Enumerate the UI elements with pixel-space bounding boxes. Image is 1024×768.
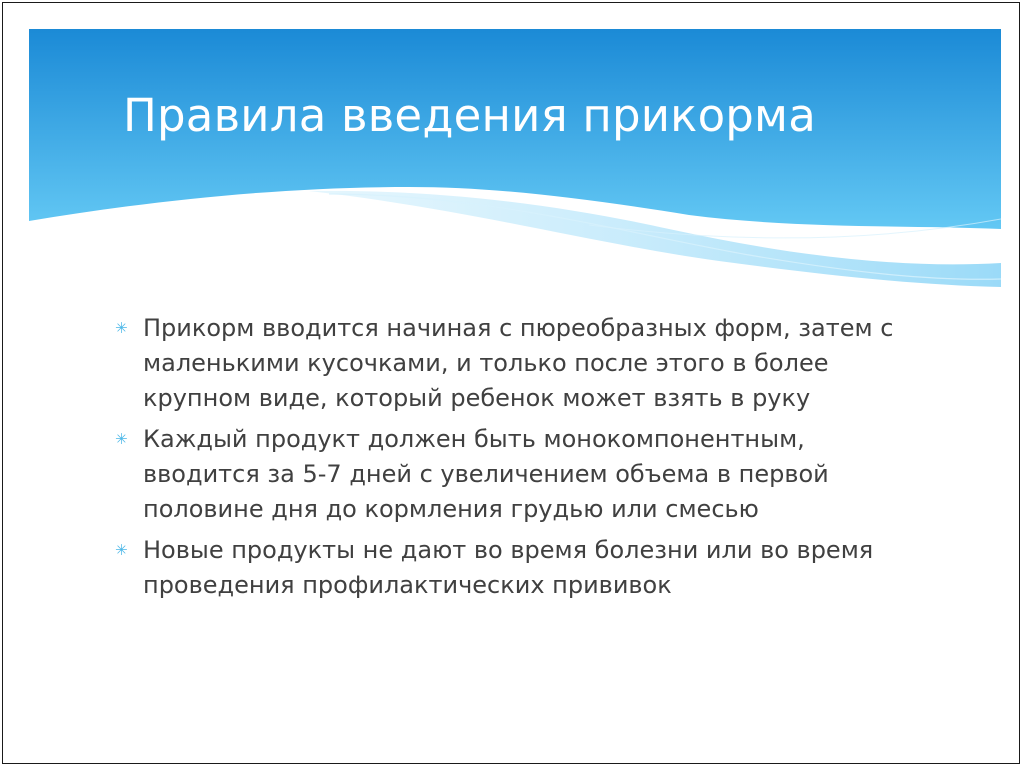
bullet-list bbox=[115, 311, 915, 609]
asterisk-icon: ✳ bbox=[115, 430, 128, 448]
header-wave-graphic bbox=[29, 29, 1001, 319]
bullet-item bbox=[115, 533, 915, 603]
slide-title: Правила введения прикорма bbox=[123, 89, 816, 142]
asterisk-icon: ✳ bbox=[115, 541, 128, 559]
bullet-text: Прикорм вводится начиная с пюреобразных форм, затем с маленькими кусочками, и только после этого в более крупном виде, который ребенок может взять в руку bbox=[143, 314, 894, 412]
slide-frame bbox=[2, 2, 1020, 764]
bullet-text: Каждый продукт должен быть монокомпонентным, вводится за 5-7 дней с увеличением объема в первой половине дня до кормления грудью или смесью bbox=[143, 425, 829, 523]
bullet-item bbox=[115, 311, 915, 416]
bullet-text: Новые продукты не дают во время болезни или во время проведения профилактических прививок bbox=[143, 536, 874, 599]
asterisk-icon: ✳ bbox=[115, 319, 128, 337]
header-banner bbox=[29, 29, 1001, 319]
bullet-item bbox=[115, 422, 915, 527]
slide bbox=[29, 29, 1001, 745]
